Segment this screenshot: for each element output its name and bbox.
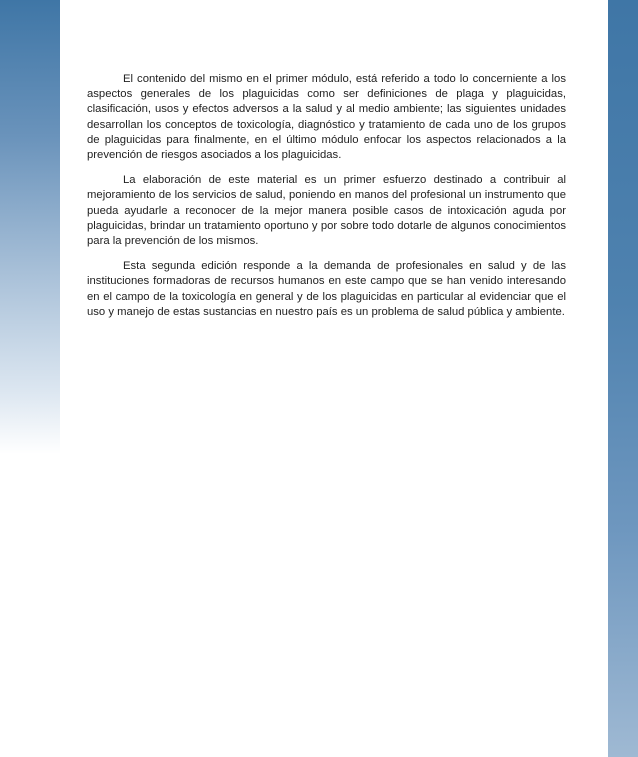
paragraph-3: Esta segunda edición responde a la demanda de profesionales en salud y de las instituciones formadoras de recursos humanos en este campo que se han venido interesando en el campo de la toxicología en general y de los plaguicidas en particular al evidenciar que el uso y manejo de estas sustancias en nuestro país es un problema de salud pública y ambiente. <box>87 260 566 318</box>
right-decorative-band <box>608 0 638 757</box>
left-decorative-band <box>0 0 60 757</box>
body-text <box>87 72 566 330</box>
paragraph-1: El contenido del mismo en el primer módulo, está referido a todo lo concerniente a los aspectos generales de los plaguicidas como ser definiciones de plaga y plaguicidas, clasificación, usos y efectos adversos a la salud y al medio ambiente; las siguientes unidades desarrollan los conceptos de toxicología, diagnóstico y tratamiento de cada uno de los grupos de plaguicidas para finalmente, en el último módulo enfocar los aspectos relacionados a la prevención de riesgos asociados a los plaguicidas. <box>87 73 566 162</box>
paragraph-2: La elaboración de este material es un primer esfuerzo destinado a contribuir al mejoramiento de los servicios de salud, poniendo en manos del profesional un instrumento que pueda ayudarle a reconocer de la mejor manera posible casos de intoxicación aguda por plaguicidas, brindar un tratamiento oportuno y por sobre todo dotarle de algunos conocimientos para la prevención de los mismos. <box>87 174 566 248</box>
